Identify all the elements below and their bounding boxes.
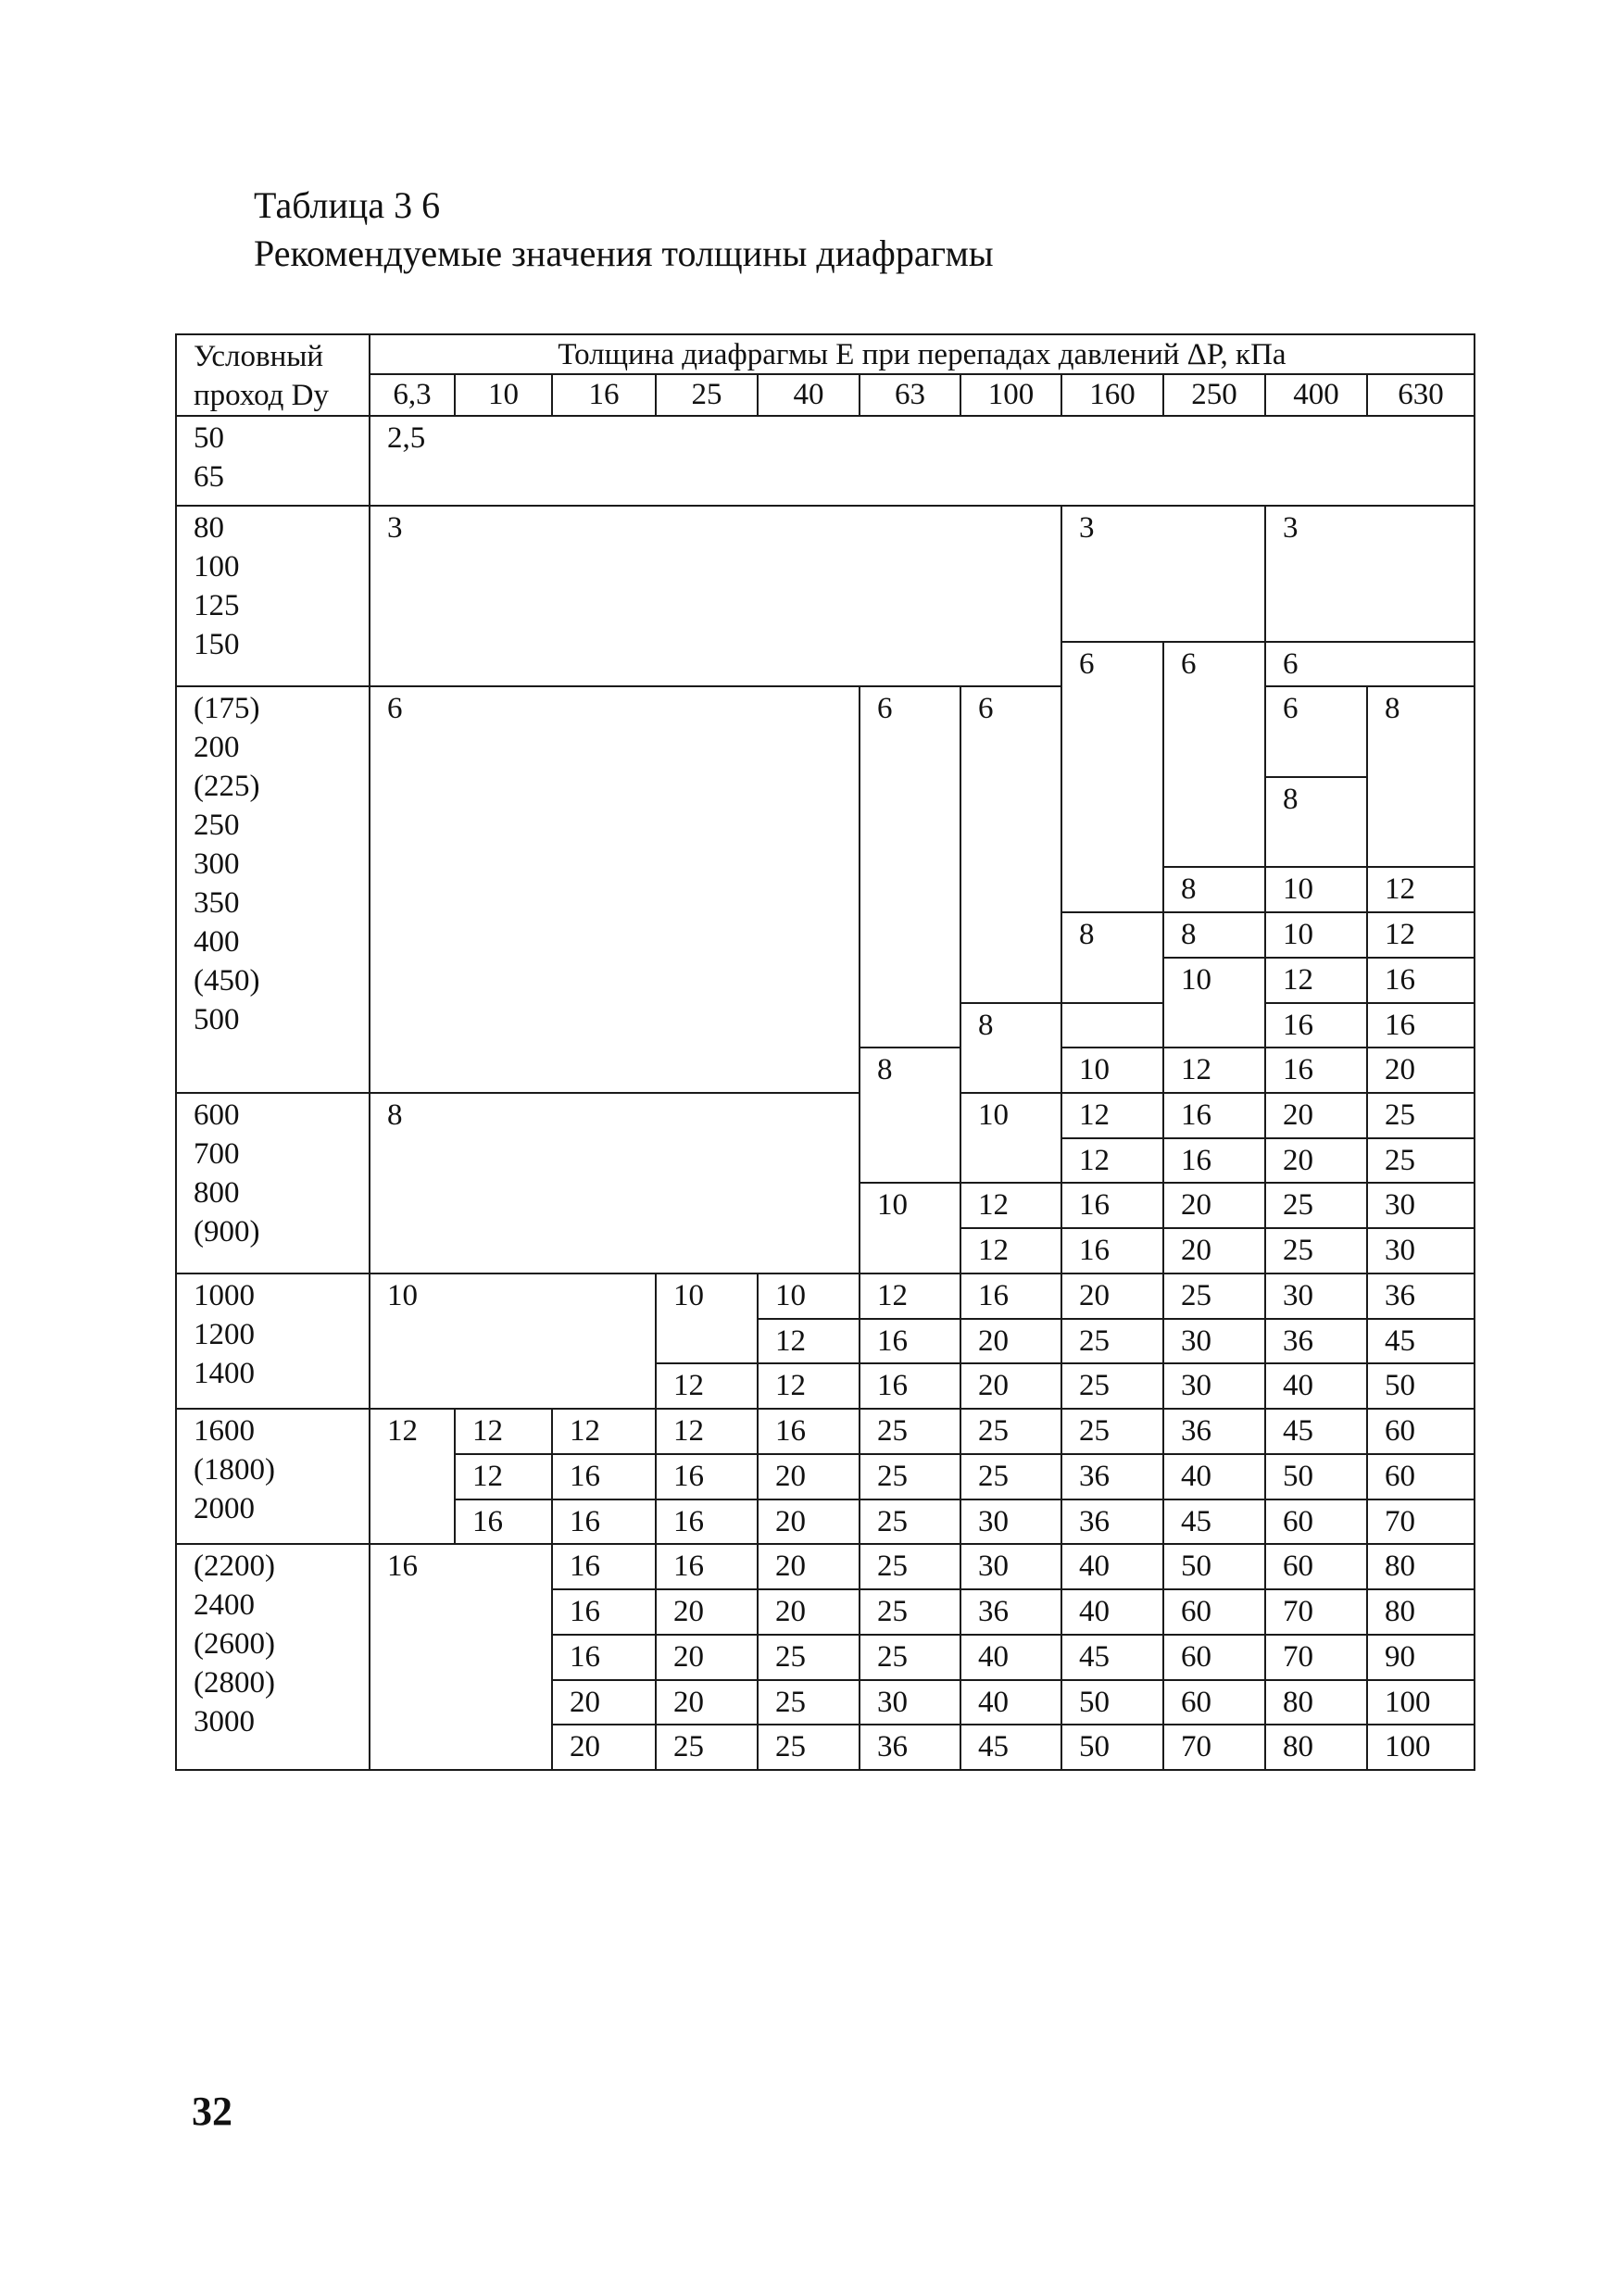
thickness-cell: 80	[1264, 1679, 1368, 1725]
header-dn-label: Условный проход Dу	[175, 333, 370, 417]
thickness-cell: 30	[1366, 1182, 1475, 1229]
thickness-cell: 20	[551, 1679, 657, 1725]
thickness-cell: 60	[1366, 1408, 1475, 1455]
thickness-cell: 25	[1264, 1182, 1368, 1229]
thickness-cell: 20	[757, 1543, 860, 1590]
thickness-block: 8	[1162, 866, 1266, 913]
thickness-cell: 70	[1264, 1634, 1368, 1681]
thickness-cell: 12	[655, 1362, 759, 1410]
thickness-cell: 30	[960, 1499, 1062, 1545]
thickness-block: 6	[369, 685, 860, 1094]
thickness-cell: 12	[454, 1453, 553, 1500]
thickness-cell: 40	[1162, 1453, 1266, 1500]
thickness-block: 8	[1366, 685, 1475, 868]
thickness-block: 16	[1264, 1047, 1368, 1094]
thickness-cell: 25	[1366, 1137, 1475, 1184]
thickness-cell: 70	[1264, 1588, 1368, 1636]
thickness-cell: 20	[960, 1318, 1062, 1364]
dn-group: (2200) 2400 (2600) (2800) 3000	[175, 1543, 370, 1771]
thickness-cell: 36	[960, 1588, 1062, 1636]
thickness-cell: 50	[1366, 1362, 1475, 1410]
thickness-cell: 25	[1061, 1318, 1164, 1364]
thickness-block: 6	[1264, 685, 1368, 778]
header-thickness-title: Толщина диафрагмы E при перепадах давлений ΔP, кПа	[369, 333, 1475, 375]
thickness-block: 8	[1264, 776, 1368, 868]
thickness-cell: 25	[859, 1634, 961, 1681]
thickness-cell: 60	[1264, 1543, 1368, 1590]
thickness-cell: 25	[859, 1499, 961, 1545]
thickness-cell: 12	[757, 1362, 860, 1410]
thickness-cell: 50	[1061, 1724, 1164, 1771]
thickness-cell: 25	[960, 1453, 1062, 1500]
thickness-cell: 60	[1366, 1453, 1475, 1500]
thickness-block: 3	[369, 505, 1062, 687]
thickness-cell: 25	[1366, 1092, 1475, 1139]
header-pressure: 250	[1162, 373, 1266, 417]
thickness-cell: 12	[551, 1408, 657, 1455]
thickness-cell: 20	[655, 1588, 759, 1636]
thickness-cell: 40	[1264, 1362, 1368, 1410]
thickness-cell: 50	[1061, 1679, 1164, 1725]
header-pressure: 6,3	[369, 373, 456, 417]
thickness-block: 8	[1162, 911, 1266, 959]
thickness-block: 12	[1366, 866, 1475, 913]
thickness-cell: 70	[1366, 1499, 1475, 1545]
thickness-cell: 20	[1162, 1227, 1266, 1274]
thickness-cell: 30	[1162, 1318, 1266, 1364]
thickness-cell: 12	[655, 1408, 759, 1455]
thickness-cell: 16	[655, 1499, 759, 1545]
thickness-block: 6	[859, 685, 961, 1048]
thickness-cell: 25	[655, 1724, 759, 1771]
thickness-cell: 10	[757, 1273, 860, 1320]
thickness-cell: 16	[551, 1634, 657, 1681]
thickness-cell: 12	[1061, 1092, 1164, 1139]
header-pressure: 25	[655, 373, 759, 417]
thickness-cell: 80	[1264, 1724, 1368, 1771]
thickness-block: 20	[1366, 1047, 1475, 1094]
thickness-cell: 45	[1162, 1499, 1266, 1545]
thickness-cell: 16	[1162, 1092, 1266, 1139]
thickness-block: 10	[859, 1182, 961, 1274]
dn-group: 600 700 800 (900)	[175, 1092, 370, 1274]
thickness-block: 16	[369, 1543, 553, 1771]
thickness-cell: 16	[454, 1499, 553, 1545]
thickness-cell: 16	[655, 1453, 759, 1500]
thickness-cell: 36	[859, 1724, 961, 1771]
thickness-cell: 12	[454, 1408, 553, 1455]
thickness-cell: 25	[1061, 1362, 1164, 1410]
thickness-cell: 12	[960, 1227, 1062, 1274]
thickness-cell: 25	[757, 1679, 860, 1725]
thickness-block: 2,5	[369, 415, 1475, 507]
thickness-cell: 80	[1366, 1543, 1475, 1590]
thickness-cell: 20	[551, 1724, 657, 1771]
thickness-block: 10	[369, 1273, 657, 1410]
thickness-block: 12	[369, 1408, 456, 1545]
header-pressure: 10	[454, 373, 553, 417]
thickness-cell: 16	[551, 1453, 657, 1500]
thickness-cell: 20	[960, 1362, 1062, 1410]
thickness-cell: 60	[1162, 1588, 1266, 1636]
thickness-block: 8	[369, 1092, 860, 1274]
thickness-block: 10	[960, 1092, 1062, 1184]
thickness-block: 12	[1162, 1047, 1266, 1094]
table-number: Таблица 3 6	[254, 184, 441, 226]
thickness-cell: 40	[1061, 1543, 1164, 1590]
header-pressure: 40	[757, 373, 860, 417]
thickness-cell: 16	[960, 1273, 1062, 1320]
thickness-block: 10	[1061, 1047, 1164, 1094]
thickness-cell: 16	[551, 1543, 657, 1590]
thickness-block: 12	[1264, 957, 1368, 1004]
thickness-cell: 25	[757, 1634, 860, 1681]
thickness-cell: 90	[1366, 1634, 1475, 1681]
thickness-cell: 100	[1366, 1679, 1475, 1725]
dn-group: 80 100 125 150	[175, 505, 370, 687]
thickness-cell: 60	[1162, 1634, 1266, 1681]
thickness-cell: 16	[757, 1408, 860, 1455]
thickness-block: 8	[960, 1002, 1062, 1094]
page-number: 32	[192, 2089, 232, 2134]
thickness-cell: 60	[1264, 1499, 1368, 1545]
thickness-cell: 20	[757, 1499, 860, 1545]
thickness-cell: 12	[859, 1273, 961, 1320]
thickness-cell: 16	[1162, 1137, 1266, 1184]
thickness-cell: 36	[1162, 1408, 1266, 1455]
header-pressure: 400	[1264, 373, 1368, 417]
header-pressure: 16	[551, 373, 657, 417]
thickness-cell: 30	[1264, 1273, 1368, 1320]
thickness-block: 10	[1264, 911, 1368, 959]
thickness-block: 12	[1366, 911, 1475, 959]
thickness-cell: 25	[757, 1724, 860, 1771]
thickness-cell: 25	[1061, 1408, 1164, 1455]
thickness-cell: 25	[859, 1453, 961, 1500]
thickness-block: 10	[1264, 866, 1368, 913]
thickness-block: 6	[1264, 641, 1475, 687]
thickness-cell: 36	[1264, 1318, 1368, 1364]
thickness-block: 10	[655, 1273, 759, 1364]
thickness-cell: 25	[859, 1543, 961, 1590]
thickness-cell: 16	[551, 1499, 657, 1545]
thickness-cell: 16	[859, 1318, 961, 1364]
thickness-block: 3	[1264, 505, 1475, 643]
thickness-cell: 25	[859, 1408, 961, 1455]
thickness-cell: 30	[1162, 1362, 1266, 1410]
thickness-cell: 70	[1162, 1724, 1266, 1771]
thickness-cell: 40	[960, 1679, 1062, 1725]
thickness-cell: 30	[960, 1543, 1062, 1590]
header-pressure: 100	[960, 373, 1062, 417]
thickness-block: 6	[1162, 641, 1266, 913]
thickness-cell: 80	[1366, 1588, 1475, 1636]
thickness-cell: 45	[960, 1724, 1062, 1771]
thickness-cell: 45	[1061, 1634, 1164, 1681]
table-caption	[254, 182, 994, 278]
thickness-block: 8	[859, 1047, 961, 1184]
dn-group: (175) 200 (225) 250 300 350 400 (450) 500	[175, 685, 370, 1094]
thickness-cell: 25	[1264, 1227, 1368, 1274]
thickness-cell: 36	[1061, 1499, 1164, 1545]
thickness-block: 6	[1061, 641, 1164, 1004]
thickness-block: 8	[1061, 911, 1164, 1048]
thickness-cell: 20	[757, 1588, 860, 1636]
thickness-cell: 20	[1162, 1182, 1266, 1229]
header-pressure: 63	[859, 373, 961, 417]
thickness-cell: 40	[960, 1634, 1062, 1681]
diaphragm-thickness-table	[175, 333, 1474, 1769]
header-pressure: 160	[1061, 373, 1164, 417]
thickness-cell: 40	[1061, 1588, 1164, 1636]
thickness-cell: 16	[859, 1362, 961, 1410]
thickness-cell: 60	[1162, 1679, 1266, 1725]
thickness-block: 6	[960, 685, 1062, 1004]
thickness-block: 16	[1366, 1002, 1475, 1048]
dn-group: 50 65	[175, 415, 370, 507]
thickness-cell: 16	[1061, 1227, 1164, 1274]
thickness-cell: 30	[1366, 1227, 1475, 1274]
thickness-cell: 12	[1061, 1137, 1164, 1184]
header-pressure: 630	[1366, 373, 1475, 417]
thickness-cell: 45	[1366, 1318, 1475, 1364]
thickness-cell: 20	[757, 1453, 860, 1500]
thickness-cell: 20	[1264, 1137, 1368, 1184]
thickness-block: 3	[1061, 505, 1266, 643]
thickness-cell: 20	[1061, 1273, 1164, 1320]
thickness-cell: 25	[1162, 1273, 1266, 1320]
thickness-cell: 25	[859, 1588, 961, 1636]
thickness-cell: 16	[1061, 1182, 1164, 1229]
thickness-cell: 20	[655, 1634, 759, 1681]
thickness-cell: 50	[1162, 1543, 1266, 1590]
thickness-cell: 16	[655, 1543, 759, 1590]
thickness-block: 16	[1366, 957, 1475, 1004]
thickness-cell: 100	[1366, 1724, 1475, 1771]
dn-group: 1000 1200 1400	[175, 1273, 370, 1410]
thickness-block: 10	[1162, 957, 1266, 1048]
thickness-cell: 25	[960, 1408, 1062, 1455]
thickness-cell: 30	[859, 1679, 961, 1725]
dn-group: 1600 (1800) 2000	[175, 1408, 370, 1545]
thickness-cell: 16	[551, 1588, 657, 1636]
thickness-cell: 50	[1264, 1453, 1368, 1500]
thickness-cell: 36	[1366, 1273, 1475, 1320]
thickness-cell: 12	[960, 1182, 1062, 1229]
thickness-cell: 20	[655, 1679, 759, 1725]
thickness-cell: 12	[757, 1318, 860, 1364]
table-title: Рекомендуемые значения толщины диафрагмы	[254, 232, 994, 274]
thickness-block: 16	[1264, 1002, 1368, 1048]
thickness-cell: 20	[1264, 1092, 1368, 1139]
thickness-cell: 45	[1264, 1408, 1368, 1455]
thickness-cell: 36	[1061, 1453, 1164, 1500]
